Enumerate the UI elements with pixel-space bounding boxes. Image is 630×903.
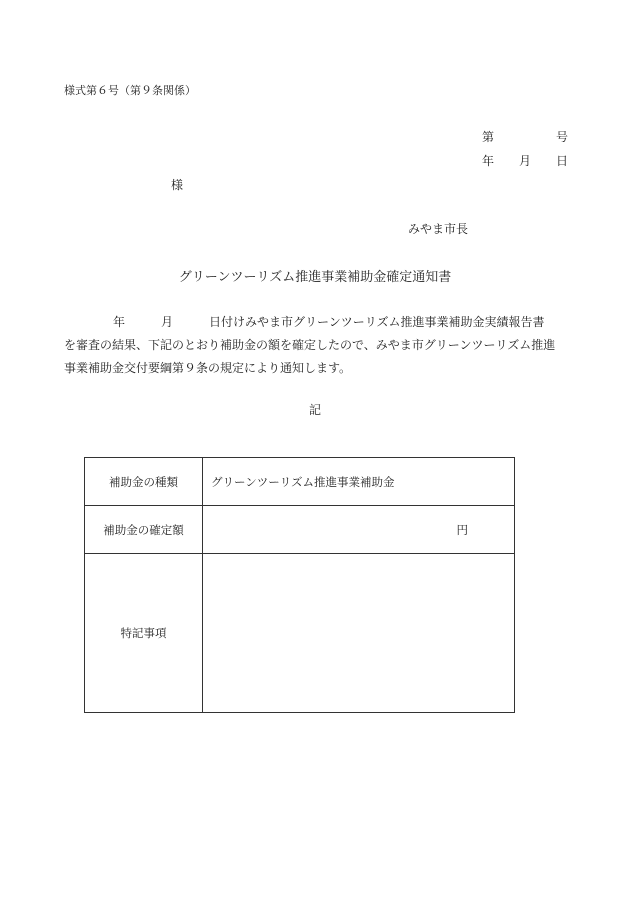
confirmed-amount-cell <box>203 506 515 554</box>
form-label: 様式第６号（第９条関係） <box>64 84 196 97</box>
body-line-3: 事業補助金交付要綱第９条の規定により通知します。 <box>64 361 352 375</box>
date-month-label: 月 <box>519 154 532 168</box>
body-line-1-text: 日付けみやま市グリーンツーリズム推進事業補助金実績報告書 <box>209 315 545 329</box>
body-line-2: を審査の結果、下記のとおり補助金の額を確定したので、みやま市グリーンツーリズム推進 <box>64 338 556 352</box>
body-year-label: 年 <box>113 315 126 329</box>
table-row <box>85 458 515 506</box>
document-number-prefix: 第 <box>482 130 495 144</box>
confirmed-amount-label: 補助金の確定額 <box>85 506 203 554</box>
date-year-label: 年 <box>482 154 495 168</box>
subsidy-type-label: 補助金の種類 <box>85 458 203 506</box>
special-notes-value <box>203 554 515 713</box>
detail-table <box>84 457 515 713</box>
document-number-suffix: 号 <box>556 130 569 144</box>
special-notes-label: 特記事項 <box>85 554 203 713</box>
addressee-suffix: 様 <box>171 178 184 192</box>
ki-heading: 記 <box>308 403 321 417</box>
yen-unit: 円 <box>456 522 468 537</box>
date-day-label: 日 <box>556 154 569 168</box>
issuer-name: みやま市長 <box>408 222 469 236</box>
subsidy-type-value: グリーンツーリズム推進事業補助金 <box>203 458 515 506</box>
table-row <box>85 554 515 713</box>
body-month-label: 月 <box>161 315 174 329</box>
document-title: グリーンツーリズム推進事業補助金確定通知書 <box>178 270 452 285</box>
table-row <box>85 506 515 554</box>
